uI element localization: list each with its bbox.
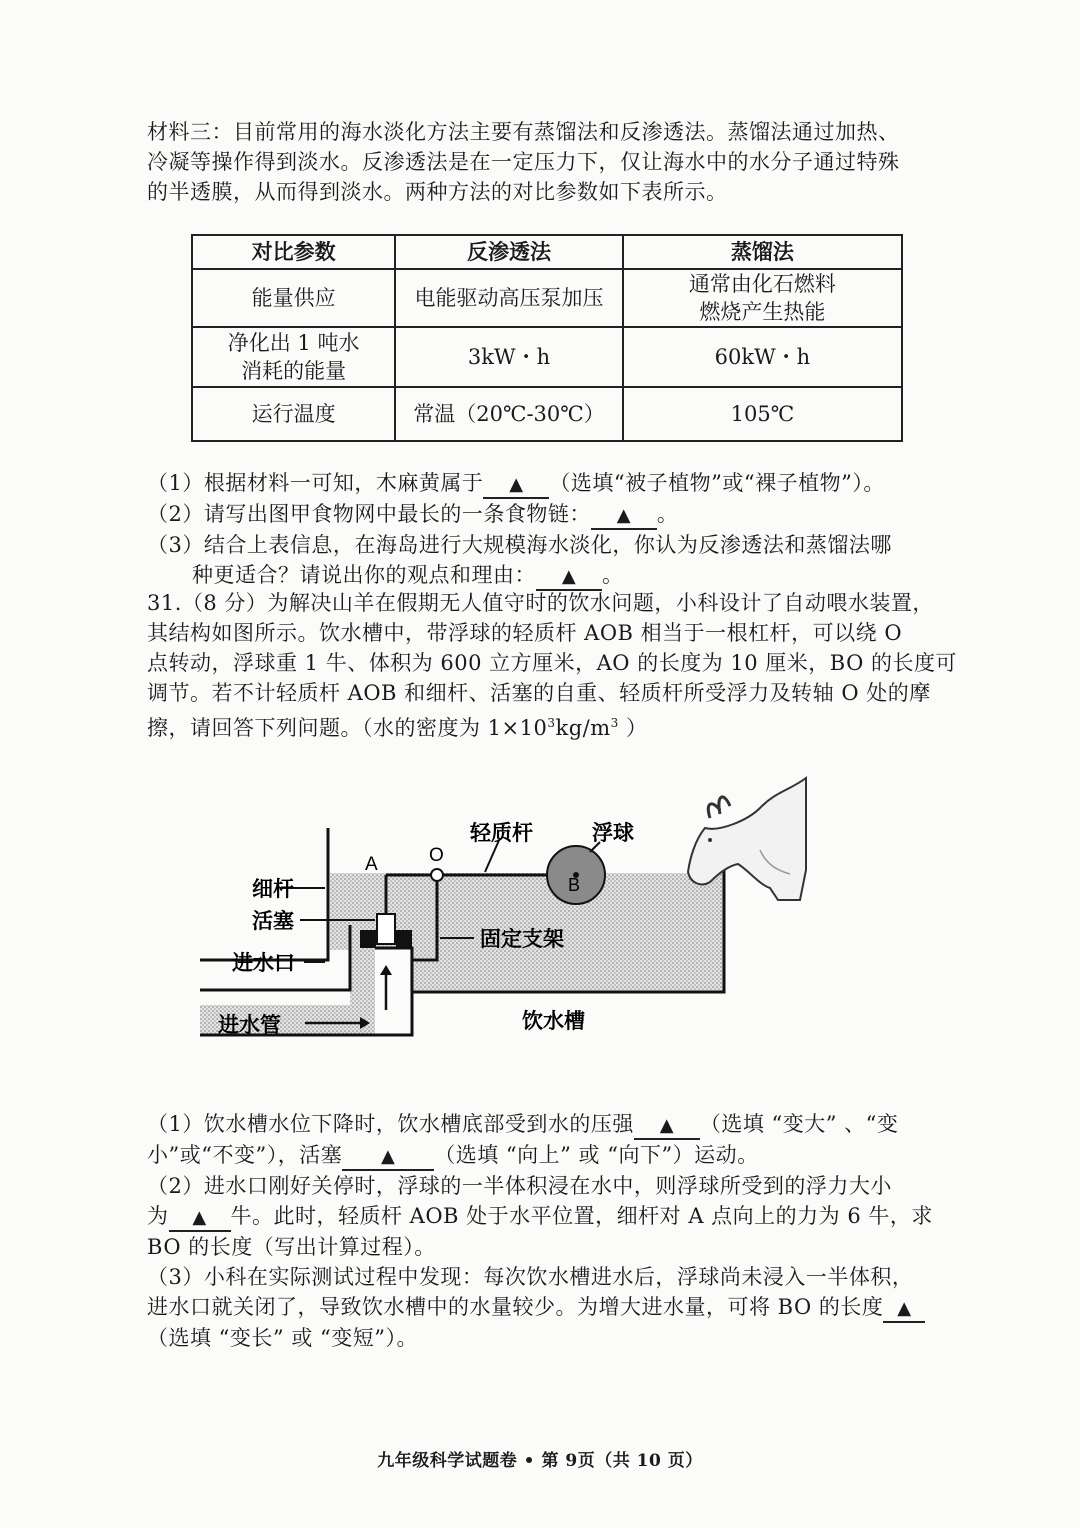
q31-part-1-line-1 [147, 1109, 947, 1140]
q30-part-2-text: （2）请写出图甲食物网中最长的一条食物链： [147, 502, 591, 526]
label-inlet: 进水口 [232, 950, 295, 975]
table-cell: 运行温度 [192, 387, 395, 441]
table-cell: 能量供应 [192, 269, 395, 327]
table-cell [623, 269, 902, 327]
blank-triangle-icon: ▲ [659, 1115, 675, 1136]
q30-part-3-line-2 [147, 560, 967, 591]
table-cell: 电能驱动高压泵加压 [395, 269, 623, 327]
label-a: A [365, 854, 378, 875]
label-thin-rod: 细杆 [252, 876, 294, 901]
material-three-line-1: 材料三：目前常用的海水淡化方法主要有蒸馏法和反渗透法。蒸馏法通过加热、 [147, 120, 900, 144]
q30-part-3-line-1: （3）结合上表信息，在海岛进行大规模海水淡化，你认为反渗透法和蒸馏法哪 [147, 533, 892, 557]
q31-part-1-text: （1）饮水槽水位下降时，饮水槽底部受到水的压强 [147, 1112, 634, 1136]
answer-blank[interactable] [169, 1204, 231, 1232]
q31-part-2-line-3: BO 的长度（写出计算过程）。 [147, 1235, 436, 1259]
table-header-distillation: 蒸馏法 [623, 235, 902, 269]
answer-blank[interactable] [591, 502, 657, 530]
q31-stem-line: 其结构如图所示。饮水槽中，带浮球的轻质杆 AOB 相当于一根杠杆，可以绕 O [147, 621, 903, 645]
pivot-o [431, 869, 443, 881]
upflow-arrow-head-icon [380, 965, 392, 975]
q30-part-2 [147, 499, 967, 530]
q31-stem-line [147, 708, 967, 743]
q30-part-1 [147, 468, 967, 499]
q30-part-1-hint: （选填“被子植物”或“裸子植物”）。 [549, 471, 885, 495]
answer-blank[interactable] [342, 1143, 434, 1171]
table-header-row [192, 235, 902, 269]
table-cell: 常温（20℃-30℃） [395, 387, 623, 441]
table-cell-line: 净化出 1 吨水 [227, 331, 360, 355]
blank-triangle-icon: ▲ [897, 1298, 912, 1319]
feeding-device-figure [200, 770, 820, 1050]
piston [377, 914, 395, 944]
q31-part-1-hint: （选填 “变大” 、“变 [699, 1112, 899, 1136]
blank-triangle-icon: ▲ [381, 1146, 396, 1167]
q31-stem-sup: 3 [610, 716, 619, 730]
table-cell: 3kW・h [395, 327, 623, 387]
q30-part-2-end: 。 [656, 502, 679, 526]
answer-blank[interactable] [536, 563, 602, 591]
blank-triangle-icon: ▲ [509, 474, 524, 495]
q31-stem-unit: kg/m [555, 716, 611, 740]
q31-part-3-line-3: （选填 “变长” 或 “变短”）。 [147, 1326, 418, 1350]
page-footer: 九年级科学试题卷 • 第 9页（共 10 页） [377, 1451, 703, 1471]
q31-part-2-text: 为 [147, 1204, 169, 1228]
table-header-reverse-osmosis: 反渗透法 [395, 235, 623, 269]
label-piston: 活塞 [252, 908, 294, 933]
q31-stem-line: 点转动，浮球重 1 牛、体积为 600 立方厘米，AO 的长度为 10 厘米，BO 的长度可 [147, 651, 957, 675]
table-cell: 105℃ [623, 387, 902, 441]
table-header-param: 对比参数 [192, 235, 395, 269]
table-cell-line: 消耗的能量 [241, 359, 347, 383]
q30-part-3-end: 。 [602, 563, 624, 587]
q31-part-3-line-1: （3）小科在实际测试过程中发现：每次饮水槽进水后，浮球尚未浸入一半体积， [147, 1265, 914, 1289]
q31-part-1-hint-2: （选填 “向上” 或 “向下”）运动。 [434, 1143, 759, 1167]
answer-blank[interactable] [634, 1112, 700, 1140]
blank-triangle-icon: ▲ [192, 1207, 207, 1228]
table-cell-line: 通常由化石燃料 [688, 272, 836, 296]
q30-part-3-text: 种更适合？请说出你的观点和理由： [192, 563, 536, 587]
q30-part-1-text: （1）根据材料一可知，木麻黄属于 [147, 471, 484, 495]
label-b: B [568, 875, 581, 895]
goat-icon [688, 778, 806, 900]
q31-stem-line: 调节。若不计轻质杆 AOB 和细杆、活塞的自重、轻质杆所受浮力及转轴 O 处的摩 [147, 681, 931, 705]
material-three-paragraph [147, 117, 947, 207]
q31-part-2-line-1: （2）进水口刚好关停时，浮球的一半体积浸在水中，则浮球所受到的浮力大小 [147, 1174, 892, 1198]
inlet-step-wall [375, 948, 412, 992]
table-cell-line: 燃烧产生热能 [699, 300, 826, 324]
material-three-line-3: 的半透膜，从而得到淡水。两种方法的对比参数如下表所示。 [147, 180, 728, 204]
q31-part-2-text-2: 牛。此时，轻质杆 AOB 处于水平位置，细杆对 A 点向上的力为 6 牛，求 [230, 1204, 933, 1228]
blank-triangle-icon: ▲ [616, 505, 632, 526]
comparison-table [191, 234, 903, 442]
q31-stem-text: 擦，请回答下列问题。（水的密度为 1×10 [147, 716, 548, 740]
inlet-seal-left [360, 930, 376, 948]
q31-stem-end: ） [618, 716, 648, 740]
table-row [192, 269, 902, 327]
table-cell [192, 327, 395, 387]
question-31-parts [147, 1109, 947, 1353]
answer-blank[interactable] [483, 471, 549, 499]
label-rod: 轻质杆 [470, 820, 533, 845]
q31-part-1-line-2 [147, 1140, 947, 1171]
label-float: 浮球 [592, 820, 634, 845]
q31-part-2-line-2 [147, 1201, 947, 1232]
label-trough: 饮水槽 [522, 1008, 585, 1033]
q31-part-1-text-2: 小”或“不变”），活塞 [147, 1143, 343, 1167]
q31-part-3-line-2 [147, 1292, 947, 1323]
q31-stem-line: 31.（8 分）为解决山羊在假期无人值守时的饮水问题，小科设计了自动喂水装置， [147, 591, 934, 615]
label-support: 固定支架 [480, 926, 564, 951]
table-row [192, 387, 902, 441]
table-row [192, 327, 902, 387]
table-cell: 60kW・h [623, 327, 902, 387]
inlet-seal-right [396, 930, 412, 948]
question-30-parts [147, 468, 967, 591]
blank-triangle-icon: ▲ [561, 566, 577, 587]
q31-stem-sup: 3 [547, 716, 556, 730]
label-pipe: 进水管 [218, 1012, 281, 1037]
label-o: O [429, 845, 444, 866]
question-31-stem [147, 588, 967, 743]
answer-blank[interactable] [883, 1295, 925, 1323]
material-three-line-2: 冷凝等操作得到淡水。反渗透法是在一定压力下，仅让海水中的水分子通过特殊 [147, 150, 900, 174]
q31-part-3-text: 进水口就关闭了，导致饮水槽中的水量较少。为增大进水量，可将 BO 的长度 [147, 1295, 884, 1319]
